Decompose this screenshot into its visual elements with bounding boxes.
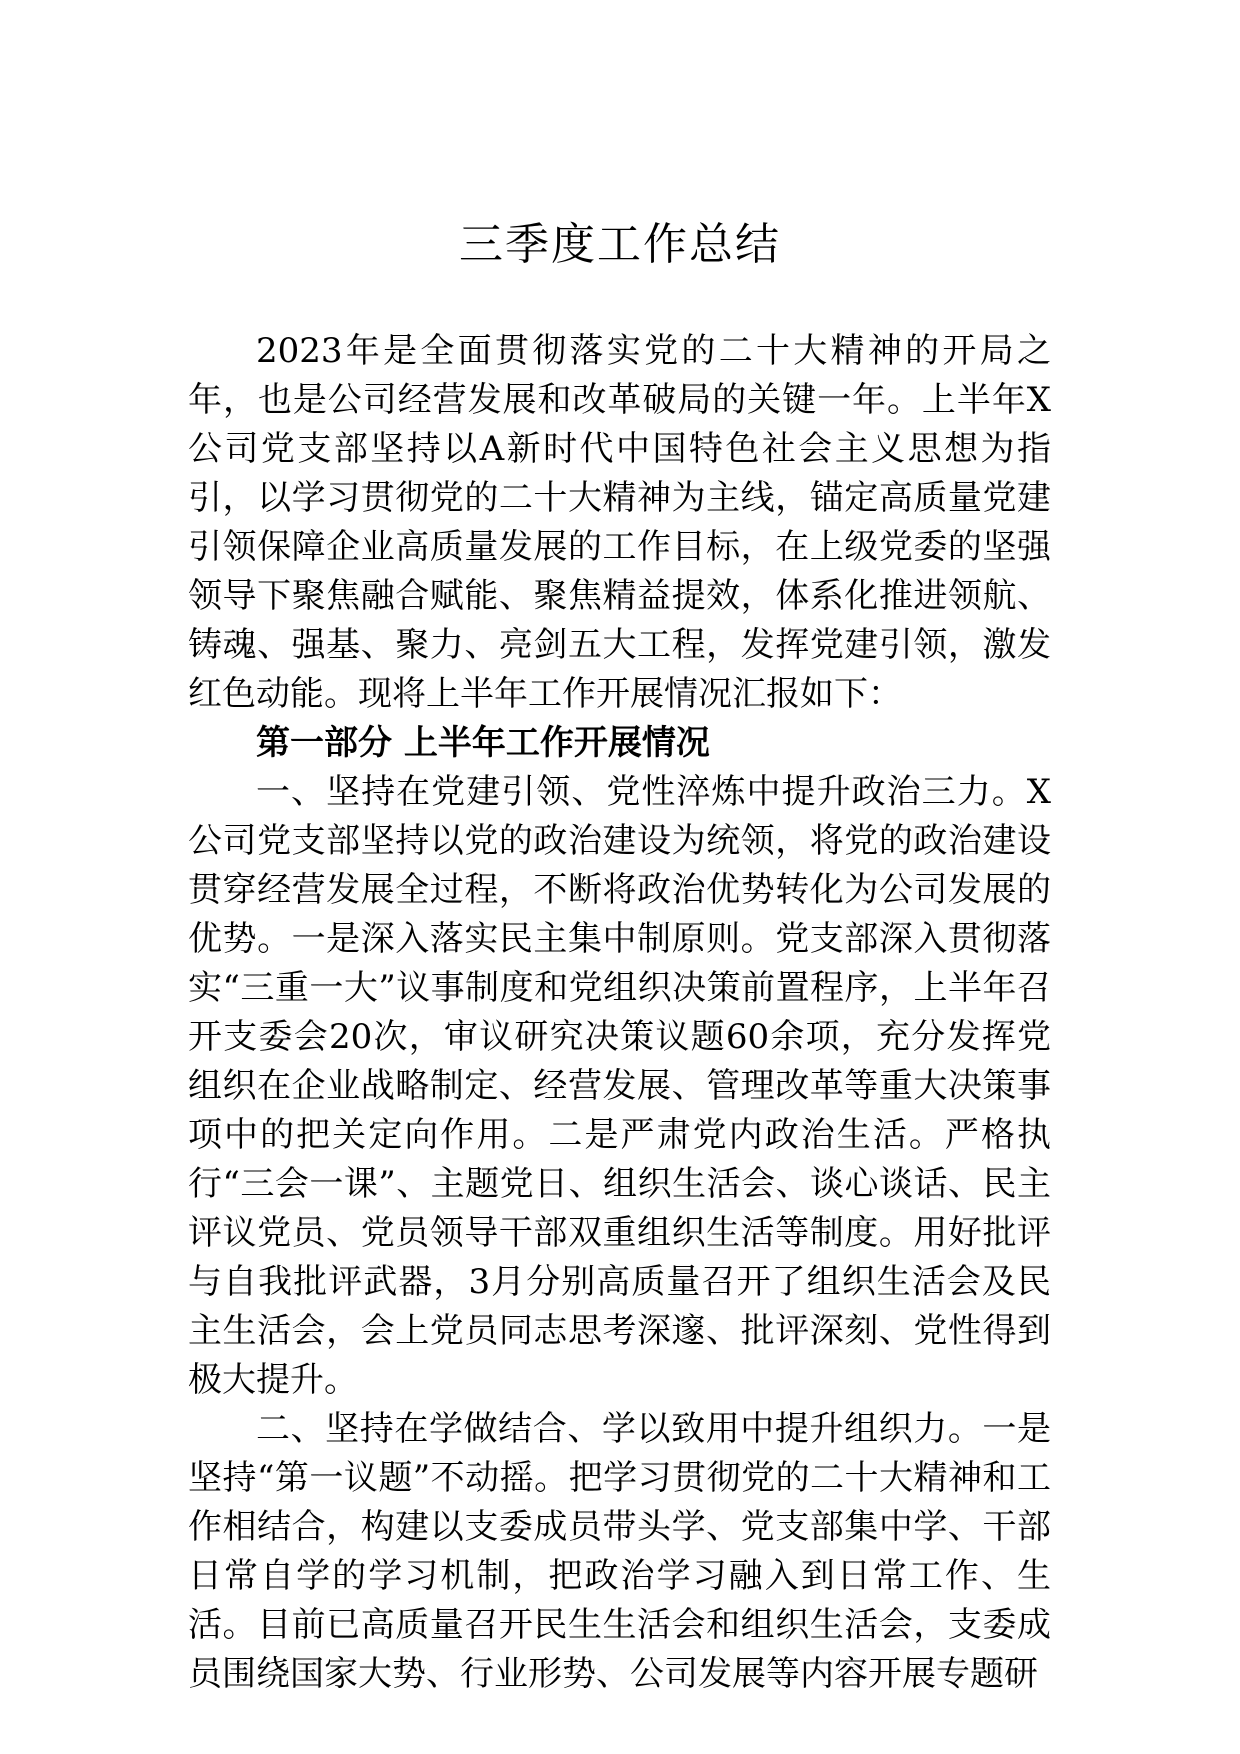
section-heading: 第一部分 上半年工作开展情况 bbox=[256, 723, 710, 763]
document-title: 三季度工作总结 bbox=[459, 219, 781, 270]
document-body bbox=[188, 327, 1051, 1699]
intro-paragraph: 2023年是全面贯彻落实党的二十大精神的开局之年，也是公司经营发展和改革破局的关键一年。上半年X公司党支部坚持以A新时代中国特色社会主义思想为指引，以学习贯彻党的二十大精神为主线，锚定高质量党建引领保障企业高质量发展的工作目标，在上级党委的坚强领导下聚焦融合赋能、聚焦精益提效，体系化推进领航、铸魂、强基、聚力、亮剑五大工程，发挥党建引领，激发红色动能。现将上半年工作开展情况汇报如下： bbox=[188, 331, 1051, 714]
paragraph-1: 一、坚持在党建引领、党性淬炼中提升政治三力。X公司党支部坚持以党的政治建设为统领，将党的政治建设贯穿经营发展全过程，不断将政治优势转化为公司发展的优势。一是深入落实民主集中制原则。党支部深入贯彻落实“三重一大”议事制度和党组织决策前置程序，上半年召开支委会20次，审议研究决策议题60余项，充分发挥党组织在企业战略制定、经营发展、管理改革等重大决策事项中的把关定向作用。二是严肃党内政治生活。严格执行“三会一课”、主题党日、组织生活会、谈心谈话、民主评议党员、党员领导干部双重组织生活等制度。用好批评与自我批评武器，3月分别高质量召开了组织生活会及民主生活会，会上党员同志思考深邃、批评深刻、党性得到极大提升。 bbox=[188, 772, 1051, 1400]
paragraph-2: 二、坚持在学做结合、学以致用中提升组织力。一是坚持“第一议题”不动摇。把学习贯彻党的二十大精神和工作相结合，构建以支委成员带头学、党支部集中学、干部日常自学的学习机制，把政治学习融入到日常工作、生活。目前已高质量召开民生生活会和组织生活会，支委成员围绕国家大势、行业形势、公司发展等内容开展专题研 bbox=[188, 1409, 1051, 1694]
